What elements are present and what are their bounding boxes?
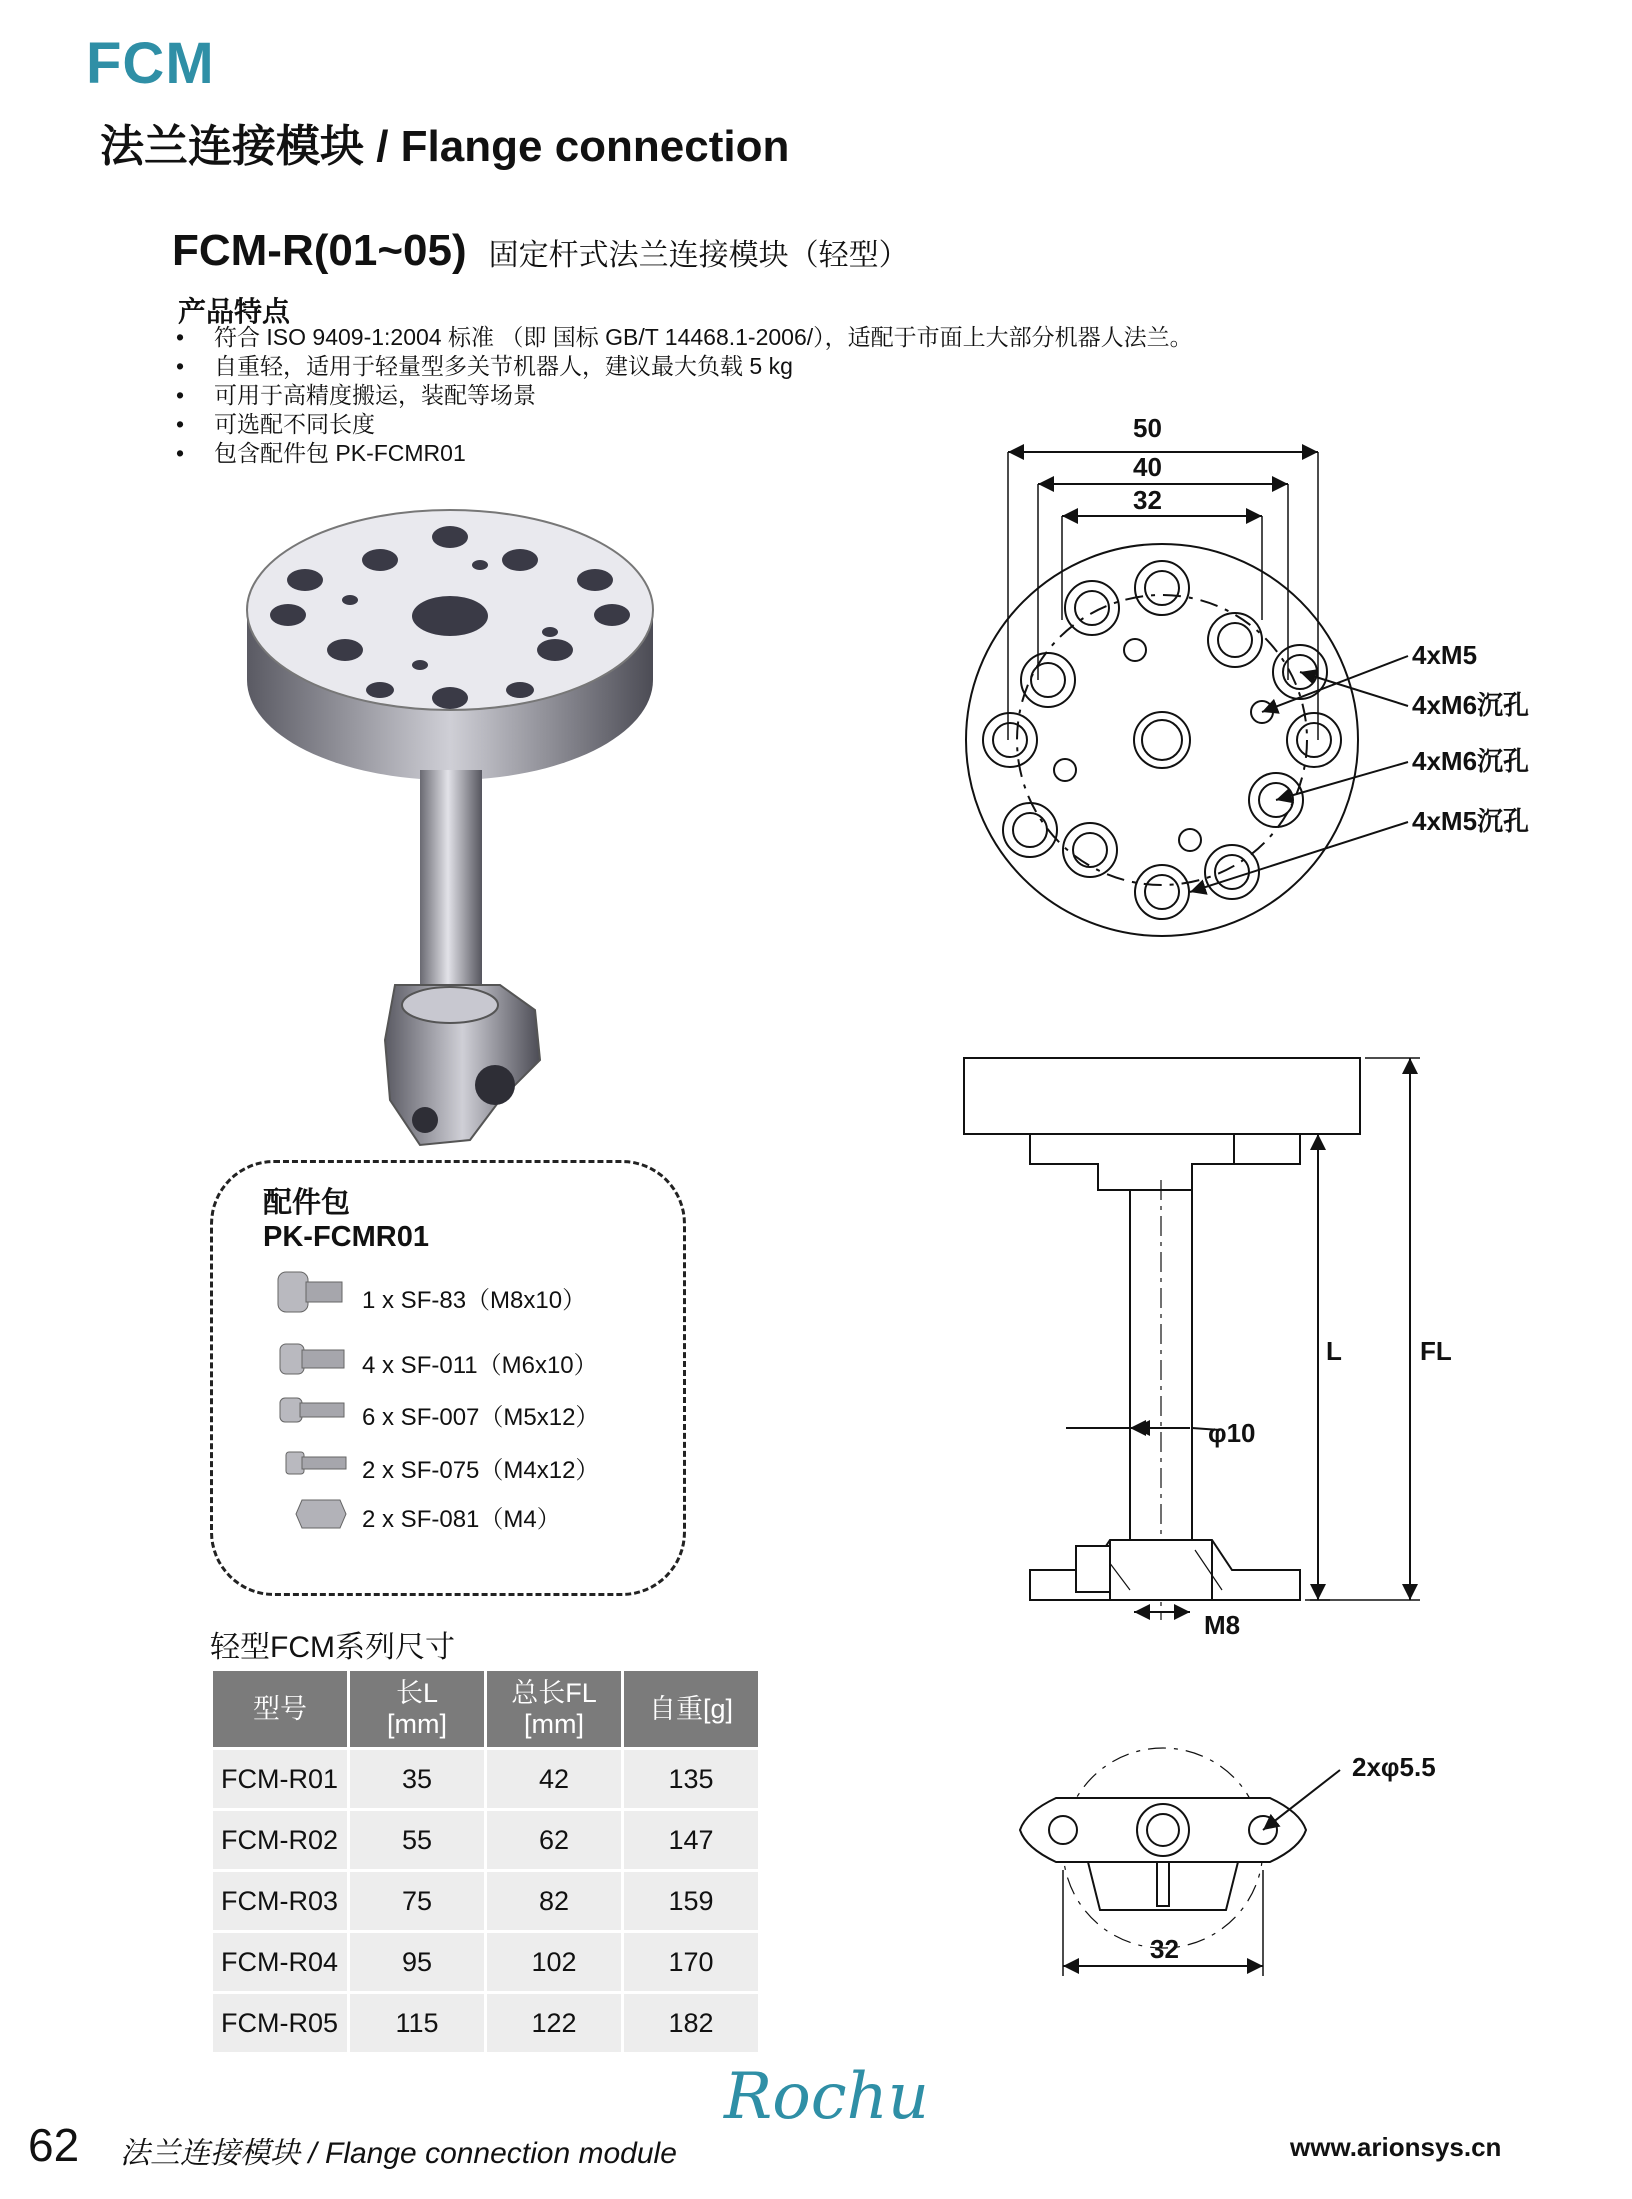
label-L: L: [1326, 1336, 1342, 1366]
table-row: FCM-R02 55 62 147: [213, 1811, 758, 1869]
feature-item: • 自重轻，适用于轻量型多关节机器人，建议最大负载 5 kg: [176, 352, 1193, 381]
label-2xphi5-5: 2xφ5.5: [1352, 1752, 1436, 1782]
kit-item: 4 x SF-011（M6x10）: [362, 1352, 598, 1379]
page-number: 62: [28, 2119, 80, 2171]
label-FL: FL: [1420, 1336, 1452, 1366]
page-title: 法兰连接模块 / Flange connection: [100, 122, 790, 171]
feature-item: • 可选配不同长度: [176, 410, 1193, 439]
table-row: FCM-R01 35 42 135: [213, 1750, 758, 1808]
kit-item: 1 x SF-83（M8x10）: [362, 1287, 587, 1314]
label-phi10: φ10: [1208, 1418, 1256, 1448]
table-caption: 轻型FCM系列尺寸: [210, 1631, 455, 1664]
dimension-table: [210, 1668, 761, 2055]
footer-url[interactable]: www.arionsys.cn: [1290, 2132, 1502, 2162]
footer-text: 法兰连接模块 / Flange connection module: [120, 2137, 677, 2170]
kit-item: 2 x SF-075（M4x12）: [362, 1457, 600, 1484]
label-m8: M8: [1204, 1610, 1241, 1640]
feature-item: • 可用于高精度搬运，装配等场景: [176, 381, 1193, 410]
side-view-drawing: [964, 1058, 1420, 1620]
label-4xm5-counterbore: 4xM5沉孔: [1412, 806, 1530, 836]
label-32-bottom: 32: [1150, 1934, 1179, 1964]
label-4xm6-counterbore: 4xM6沉孔: [1412, 690, 1530, 720]
features-title: 产品特点: [178, 296, 291, 327]
table-row: FCM-R03 75 82 159: [213, 1872, 758, 1930]
dim-50: 50: [1133, 413, 1162, 443]
product-render: [247, 510, 653, 1145]
kit-item: 6 x SF-007（M5x12）: [362, 1404, 600, 1431]
table-row: FCM-R05 115 122 182: [213, 1994, 758, 2052]
dim-32: 32: [1133, 485, 1162, 515]
table-header: 长L [mm]: [350, 1671, 484, 1747]
dim-40: 40: [1133, 452, 1162, 482]
table-header: 总长FL [mm]: [487, 1671, 621, 1747]
brand-title: FCM: [86, 31, 215, 96]
product-model: FCM-R(01~05): [172, 226, 467, 275]
product-description: 固定杆式法兰连接模块（轻型）: [488, 239, 909, 272]
brand-logo: Rochu: [724, 2060, 929, 2134]
table-header: 型号: [213, 1671, 347, 1747]
kit-title-line1: 配件包: [263, 1187, 351, 1219]
table-header: 自重[g]: [624, 1671, 758, 1747]
label-4xm6-counterbore-2: 4xM6沉孔: [1412, 746, 1530, 776]
label-4xm5: 4xM5: [1412, 640, 1478, 670]
kit-item: 2 x SF-081（M4）: [362, 1506, 561, 1533]
table-row: FCM-R04 95 102 170: [213, 1933, 758, 1991]
top-view-drawing: [966, 452, 1408, 936]
feature-item: • 符合 ISO 9409-1:2004 标准 （即 国标 GB/T 14468.1-2006/），适配于市面上大部分机器人法兰。: [176, 323, 1193, 352]
kit-title-line2: PK-FCMR01: [263, 1221, 429, 1253]
kit-title: [263, 1186, 429, 1254]
feature-item: • 包含配件包 PK-FCMR01: [176, 439, 1193, 468]
bottom-view-drawing: [1020, 1748, 1340, 1976]
